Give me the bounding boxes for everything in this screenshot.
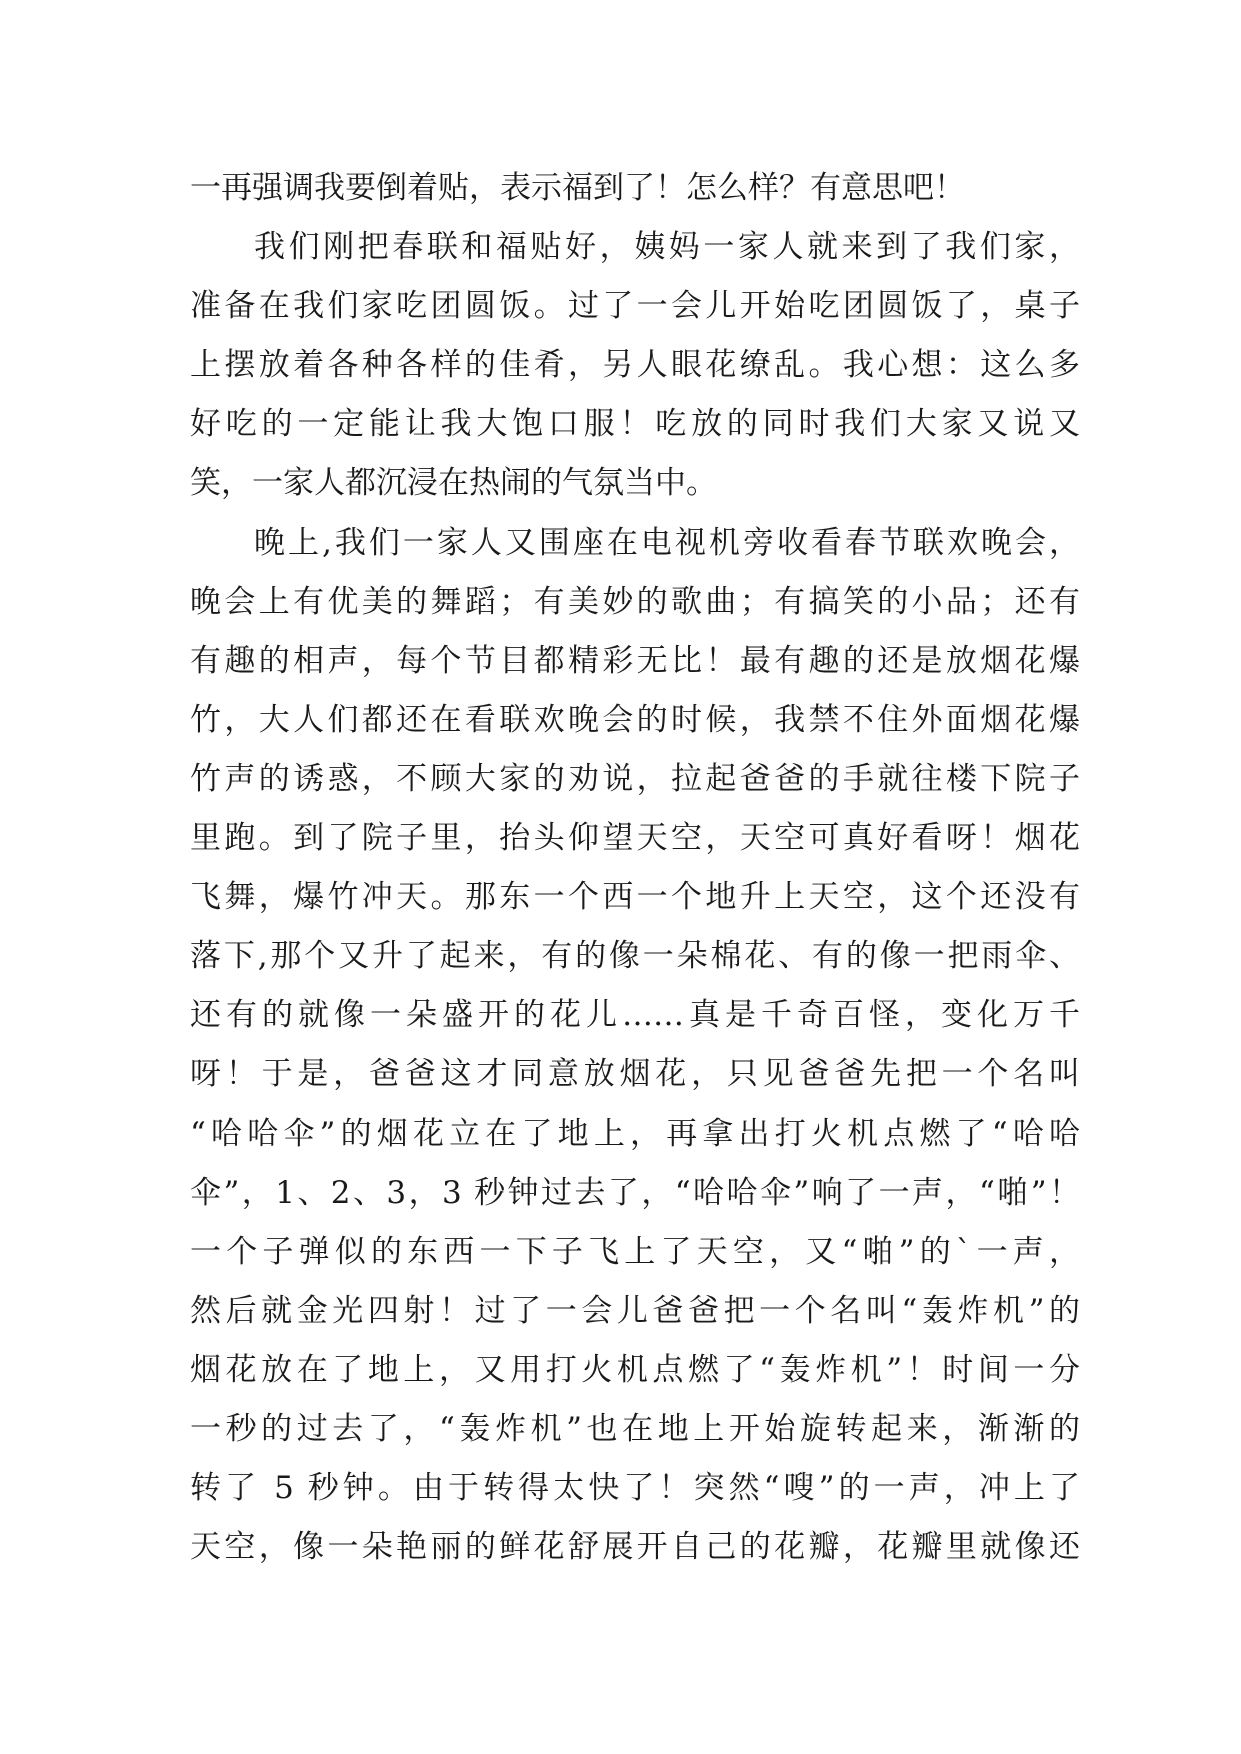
text-line: 竹声的诱惑，不顾大家的劝说，拉起爸爸的手就往楼下院子 — [190, 760, 1080, 797]
text-line: 一个子弹似的东西一下子飞上了天空，又“啪”的`一声， — [190, 1233, 1080, 1270]
text-line: 晚会上有优美的舞蹈；有美妙的歌曲；有搞笑的小品；还有 — [190, 583, 1080, 620]
text-line: 还有的就像一朵盛开的花儿……真是千奇百怪，变化万千 — [190, 997, 1080, 1034]
text-line: 上摆放着各种各样的佳肴，另人眼花缭乱。我心想：这么多 — [190, 347, 1080, 384]
text-line: 有趣的相声，每个节目都精彩无比！最有趣的还是放烟花爆 — [190, 642, 1080, 679]
text-line: 烟花放在了地上，又用打火机点燃了“轰炸机”！时间一分 — [190, 1351, 1080, 1388]
text-line: 好吃的一定能让我大饱口服！吃放的同时我们大家又说又 — [190, 406, 1080, 443]
text-line: 天空，像一朵艳丽的鲜花舒展开自己的花瓣，花瓣里就像还 — [190, 1529, 1080, 1566]
text-line: 一再强调我要倒着贴，表示福到了！怎么样？有意思吧！ — [190, 170, 965, 206]
text-line: 准备在我们家吃团圆饭。过了一会儿开始吃团圆饭了，桌子 — [190, 288, 1080, 325]
text-line: 一秒的过去了，“轰炸机”也在地上开始旋转起来，渐渐的 — [190, 1410, 1080, 1447]
text-line: 呀！于是，爸爸这才同意放烟花，只见爸爸先把一个名叫 — [190, 1056, 1080, 1093]
text-line: 落下,那个又升了起来，有的像一朵棉花、有的像一把雨伞、 — [190, 938, 1080, 975]
text-line: 竹，大人们都还在看联欢晚会的时候，我禁不住外面烟花爆 — [190, 701, 1080, 738]
text-line: 然后就金光四射！过了一会儿爸爸把一个名叫“轰炸机”的 — [190, 1292, 1080, 1329]
text-line: 转了 5 秒钟。由于转得太快了！突然“嗖”的一声，冲上了 — [190, 1470, 1080, 1507]
text-line: 飞舞，爆竹冲天。那东一个西一个地升上天空，这个还没有 — [190, 879, 1080, 916]
body-text — [190, 159, 1080, 1577]
text-line: 笑，一家人都沉浸在热闹的气氛当中。 — [190, 465, 717, 502]
text-line: “哈哈伞”的烟花立在了地上，再拿出打火机点燃了“哈哈 — [190, 1115, 1080, 1152]
text-line: 晚上,我们一家人又围座在电视机旁收看春节联欢晚会， — [254, 524, 1080, 561]
text-line: 我们刚把春联和福贴好，姨妈一家人就来到了我们家， — [254, 229, 1080, 266]
text-line: 伞”，1、2、3，3 秒钟过去了，“哈哈伞”响了一声，“啪”！ — [190, 1174, 1080, 1211]
text-line: 里跑。到了院子里，抬头仰望天空，天空可真好看呀！烟花 — [190, 820, 1080, 857]
